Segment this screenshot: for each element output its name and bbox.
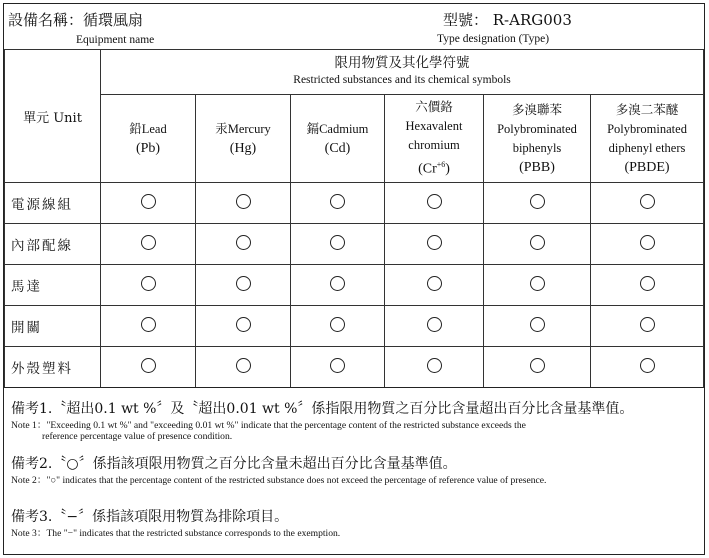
compliance-cell: [101, 183, 196, 224]
substance-header-pbb: [484, 95, 591, 183]
substance-symbol: $(Cr^{+6})$: [418, 160, 450, 177]
not-exceed-circle-mark: [530, 194, 545, 209]
table-row: [5, 265, 704, 306]
restricted-substances-table: [4, 49, 704, 388]
not-exceed-circle-mark: [530, 276, 545, 291]
compliance-cell: [101, 265, 196, 306]
rohs-declaration-document: [3, 3, 705, 555]
substance-name-zh: 多溴二苯醚: [615, 102, 679, 117]
substance-name-zh: 多溴聯苯: [511, 102, 562, 117]
substance-name-en: chromium: [408, 138, 460, 153]
substance-header-mercury: [196, 95, 291, 183]
type-designation-label: 型號： R-ARG003: [443, 11, 572, 29]
substance-name-zh: 六價鉻: [415, 100, 453, 115]
compliance-cell: [591, 306, 704, 347]
document-header: [4, 4, 704, 50]
substance-name: 鎘Cadmium: [306, 121, 369, 136]
compliance-cell: [291, 265, 385, 306]
compliance-cell: [484, 224, 591, 265]
not-exceed-circle-mark: [330, 317, 345, 332]
note-1-en-cont: reference percentage value of presence condition.: [42, 431, 233, 442]
not-exceed-circle-mark: [330, 194, 345, 209]
not-exceed-circle-mark: [330, 235, 345, 250]
not-exceed-circle-mark: [427, 235, 442, 250]
note-3-zh: 備考3.〝−〞係指該項限用物質為排除項目。: [11, 509, 289, 525]
not-exceed-circle-mark: [330, 358, 345, 373]
compliance-cell: [385, 306, 484, 347]
note-1-zh: 備考1.〝超出0.1 wt %〞及〝超出0.01 wt %〞係指限用物質之百分比含量超出百分比含量基準值。: [11, 401, 634, 417]
not-exceed-circle-mark: [141, 358, 156, 373]
not-exceed-circle-mark: [236, 235, 251, 250]
substance-name-en: biphenyls: [512, 140, 562, 155]
compliance-cell: [591, 347, 704, 388]
substance-symbol: (Pb): [135, 140, 161, 156]
not-exceed-circle-mark: [141, 317, 156, 332]
not-exceed-circle-mark: [236, 276, 251, 291]
not-exceed-circle-mark: [427, 317, 442, 332]
table-row: [5, 183, 704, 224]
not-exceed-circle-mark: [427, 276, 442, 291]
compliance-cell: [101, 306, 196, 347]
compliance-cell: [591, 183, 704, 224]
substance-name: 汞Mercury: [215, 121, 271, 136]
equipment-name-label: 設備名稱：循環風扇: [8, 11, 144, 29]
note-2-en: Note 2："○" indicates that the percentage content of the restricted substance does not exceed the percentage of reference value of presence.: [11, 475, 547, 486]
compliance-cell: [385, 347, 484, 388]
compliance-cell: [196, 224, 291, 265]
substance-name-en: Polybrominated: [497, 121, 577, 136]
compliance-cell: [101, 347, 196, 388]
restricted-substances-header: [101, 50, 704, 95]
table-body: [5, 183, 704, 388]
compliance-cell: [484, 347, 591, 388]
note-1-en: Note 1："Exceeding 0.1 wt %" and "exceeding 0.01 wt %" indicate that the percentage content of the restricted substance exceeds the: [11, 420, 526, 431]
not-exceed-circle-mark: [427, 358, 442, 373]
compliance-cell: [196, 265, 291, 306]
compliance-cell: [196, 347, 291, 388]
table-row: [5, 306, 704, 347]
substance-name: 鉛Lead: [129, 121, 167, 136]
not-exceed-circle-mark: [141, 194, 156, 209]
unit-header-cell: [5, 50, 101, 183]
compliance-cell: [484, 183, 591, 224]
component-label: 電源線組: [5, 183, 101, 224]
substance-symbol: (PBDE): [624, 159, 670, 175]
compliance-cell: [101, 224, 196, 265]
notes-section: [4, 387, 703, 556]
substance-name-en: diphenyl ethers: [608, 140, 686, 155]
compliance-cell: [291, 224, 385, 265]
compliance-cell: [385, 224, 484, 265]
restricted-substances-title-en: Restricted substances and its chemical symbols: [293, 74, 511, 86]
compliance-cell: [291, 347, 385, 388]
equipment-name-label-en: Equipment name: [76, 34, 155, 46]
note-2-zh: 備考2.〝○〞係指該項限用物質之百分比含量未超出百分比含量基準值。: [11, 456, 457, 472]
not-exceed-circle-mark: [530, 317, 545, 332]
substance-name-en: Hexavalent: [405, 119, 463, 134]
compliance-cell: [484, 306, 591, 347]
compliance-cell: [591, 265, 704, 306]
not-exceed-circle-mark: [530, 235, 545, 250]
component-label: 內部配線: [5, 224, 101, 265]
substance-symbol: (PBB): [519, 159, 555, 175]
substance-symbol: (Cd): [324, 140, 351, 156]
compliance-cell: [196, 306, 291, 347]
type-designation-label-en: Type designation (Type): [437, 33, 550, 45]
not-exceed-circle-mark: [530, 358, 545, 373]
substance-header-lead: [101, 95, 196, 183]
not-exceed-circle-mark: [236, 194, 251, 209]
compliance-cell: [291, 183, 385, 224]
not-exceed-circle-mark: [236, 358, 251, 373]
substance-header-cadmium: [291, 95, 385, 183]
not-exceed-circle-mark: [330, 276, 345, 291]
compliance-cell: [385, 183, 484, 224]
table-row: [5, 347, 704, 388]
note-3-en: Note 3：The "−" indicates that the restricted substance corresponds to the exemption.: [11, 528, 341, 539]
not-exceed-circle-mark: [640, 194, 655, 209]
restricted-substances-title: 限用物質及其化學符號: [334, 55, 470, 71]
compliance-cell: [291, 306, 385, 347]
not-exceed-circle-mark: [236, 317, 251, 332]
not-exceed-circle-mark: [640, 235, 655, 250]
substance-header-hexavalent-chromium: [385, 95, 484, 183]
not-exceed-circle-mark: [640, 276, 655, 291]
substance-header-pbde: [591, 95, 704, 183]
component-label: 外殼塑料: [5, 347, 101, 388]
not-exceed-circle-mark: [141, 276, 156, 291]
compliance-cell: [196, 183, 291, 224]
compliance-cell: [591, 224, 704, 265]
table-row: [5, 224, 704, 265]
not-exceed-circle-mark: [427, 194, 442, 209]
compliance-cell: [385, 265, 484, 306]
component-label: 開關: [5, 306, 101, 347]
component-label: 馬達: [5, 265, 101, 306]
unit-header-label: 單元 Unit: [23, 110, 82, 126]
substance-symbol: (Hg): [229, 140, 257, 156]
not-exceed-circle-mark: [640, 358, 655, 373]
compliance-cell: [484, 265, 591, 306]
not-exceed-circle-mark: [141, 235, 156, 250]
not-exceed-circle-mark: [640, 317, 655, 332]
substance-name-en: Polybrominated: [607, 121, 687, 136]
